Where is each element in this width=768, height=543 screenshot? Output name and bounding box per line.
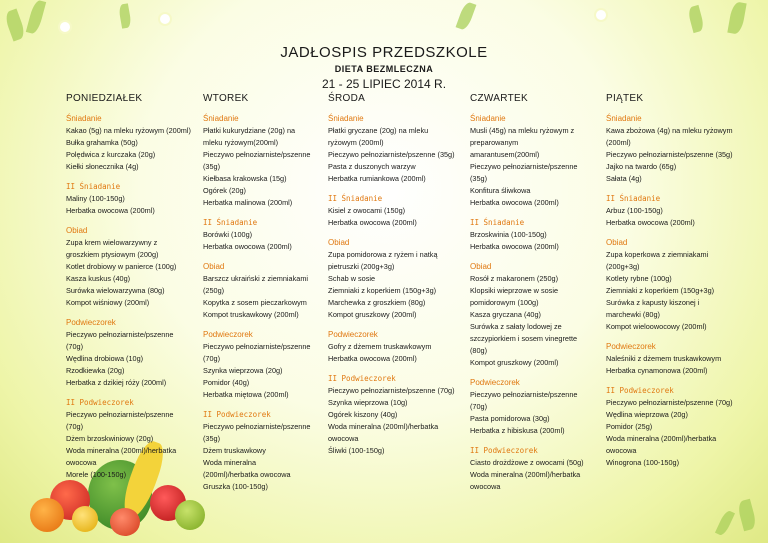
meal-item: Borówki (100g) xyxy=(203,230,253,239)
meal-item: (35g) xyxy=(203,162,221,171)
meal-item: Śliwki (100-150g) xyxy=(328,446,385,455)
meal-item: (200g+3g) xyxy=(606,262,640,271)
meal-item: Klopsiki wieprzowe w sosie xyxy=(470,286,559,295)
meal-item: Surówka wielowarzywna (80g) xyxy=(66,286,165,295)
meal-item: Pieczywo pełnoziarniste/pszenne xyxy=(470,390,578,399)
meal-item: amarantusem(200ml) xyxy=(470,150,540,159)
meal-item: ryżowym (200ml) xyxy=(328,138,384,147)
meal-heading: Podwieczorek xyxy=(66,318,116,327)
meal-item: Bułka grahamka (50g) xyxy=(66,138,138,147)
meal-item: Woda mineralna xyxy=(203,458,256,467)
meal-item: Woda mineralna (200ml)/herbatka xyxy=(470,470,581,479)
meal-item: Gofry z dżemem truskawkowym xyxy=(328,342,432,351)
menu-column-monday xyxy=(66,113,201,481)
meal-item: Barszcz ukraiński z ziemniakami xyxy=(203,274,309,283)
meal-item: Surówka z kapusty kiszonej i xyxy=(606,298,700,307)
menu-column-friday xyxy=(606,113,756,469)
meal-item: Brzoskwinia (100-150g) xyxy=(470,230,547,239)
meal-item: Arbuz (100-150g) xyxy=(606,206,663,215)
meal-item: (70g) xyxy=(470,402,488,411)
meal-item: Pieczywo pełnoziarniste/pszenne (70g) xyxy=(606,398,733,407)
meal-item: Kompot wiśniowy (200ml) xyxy=(66,298,150,307)
meal-item: Pieczywo pełnoziarniste/pszenne xyxy=(66,330,174,339)
meal-item: Kompot wieloowocowy (200ml) xyxy=(606,322,707,331)
meal-item: Pieczywo pełnoziarniste/pszenne xyxy=(203,342,311,351)
meal-item: Pomidor (40g) xyxy=(203,378,250,387)
meal-item: Herbatka malinowa (200ml) xyxy=(203,198,293,207)
meal-item: Maliny (100-150g) xyxy=(66,194,125,203)
meal-item: Sałata (4g) xyxy=(606,174,642,183)
date-range: 21 - 25 LIPIEC 2014 R. xyxy=(321,77,447,91)
meal-heading: Obiad xyxy=(328,238,350,247)
meal-item: Pasta pomidorowa (30g) xyxy=(470,414,550,423)
meal-heading: II Śniadanie xyxy=(470,218,525,227)
meal-item: Płatki kukurydziane (20g) na xyxy=(203,126,296,135)
meal-item: Kotlety rybne (100g) xyxy=(606,274,672,283)
meal-heading: II Śniadanie xyxy=(203,218,258,227)
menu-column-wednesday xyxy=(328,113,468,457)
meal-item: Kompot gruszkowy (200ml) xyxy=(470,358,559,367)
meal-item: owocowa xyxy=(66,458,97,467)
meal-item: Ogórek kiszony (40g) xyxy=(328,410,398,419)
meal-item: Herbatka owocowa (200ml) xyxy=(606,218,695,227)
meal-item: Pieczywo pełnoziarniste/pszenne (35g) xyxy=(606,150,733,159)
meal-heading: Śniadanie xyxy=(66,114,102,123)
meal-heading: Śniadanie xyxy=(328,114,364,123)
meal-heading: Obiad xyxy=(470,262,492,271)
meal-item: Musli (45g) na mleku ryżowym z xyxy=(470,126,575,135)
meal-item: Pieczywo pełnoziarniste/pszenne xyxy=(203,422,311,431)
meal-heading: II Śniadanie xyxy=(328,194,383,203)
meal-heading: Podwieczorek xyxy=(606,342,656,351)
meal-item: Winogrona (100-150g) xyxy=(606,458,680,467)
meal-item: Herbatka z dzikiej róży (200ml) xyxy=(66,378,167,387)
meal-item: Herbatka owocowa (200ml) xyxy=(328,218,417,227)
meal-item: Herbatka owocowa (200ml) xyxy=(66,206,155,215)
meal-heading: II Podwieczorek xyxy=(606,386,674,395)
meal-item: (200ml) xyxy=(606,138,631,147)
meal-item: szczypiorkiem i sosem vinegrette xyxy=(470,334,578,343)
meal-item: (200ml)/herbatka owocowa xyxy=(203,470,291,479)
meal-item: Ziemniaki z koperkiem (150g+3g) xyxy=(606,286,715,295)
meal-item: Kopytka z sosem pieczarkowym xyxy=(203,298,307,307)
meal-heading: Obiad xyxy=(203,262,225,271)
meal-item: Polędwica z kurczaka (20g) xyxy=(66,150,156,159)
meal-item: Naleśniki z dżemem truskawkowym xyxy=(606,354,722,363)
meal-item: Kiełbasa krakowska (15g) xyxy=(203,174,287,183)
meal-item: Płatki gryczane (20g) na mleku xyxy=(328,126,429,135)
meal-item: Surówka z sałaty lodowej ze xyxy=(470,322,562,331)
meal-item: Woda mineralna (200ml)/herbatka xyxy=(606,434,717,443)
meal-item: Rzodkiewka (20g) xyxy=(66,366,125,375)
diet-subtitle: DIETA BEZMLECZNA xyxy=(334,64,434,74)
meal-item: Dżem brzoskwiniowy (20g) xyxy=(66,434,154,443)
meal-item: (35g) xyxy=(470,174,488,183)
meal-item: Kompot gruszkowy (200ml) xyxy=(328,310,417,319)
meal-item: preparowanym xyxy=(470,138,519,147)
meal-heading: Podwieczorek xyxy=(328,330,378,339)
meal-item: groszkiem ptysiowym (200g) xyxy=(66,250,159,259)
meal-heading: Podwieczorek xyxy=(470,378,520,387)
meal-item: Herbatka owocowa (200ml) xyxy=(203,242,292,251)
meal-item: Schab w sosie xyxy=(328,274,376,283)
meal-item: Pieczywo pełnoziarniste/pszenne xyxy=(203,150,311,159)
meal-item: Woda mineralna (200ml)/herbatka xyxy=(328,422,439,431)
meal-item: Herbatka owocowa (200ml) xyxy=(470,198,559,207)
meal-item: Zupa pomidorowa z ryżem i natką xyxy=(328,250,438,259)
meal-item: Zupa koperkowa z ziemniakami xyxy=(606,250,709,259)
meal-item: (35g) xyxy=(203,434,221,443)
meal-item: Pieczywo pełnoziarniste/pszenne xyxy=(66,410,174,419)
meal-heading: Obiad xyxy=(66,226,88,235)
meal-item: owocowa xyxy=(606,446,637,455)
menu-column-tuesday xyxy=(203,113,326,493)
meal-heading: Obiad xyxy=(606,238,628,247)
meal-item: Herbatka miętowa (200ml) xyxy=(203,390,289,399)
meal-item: (250g) xyxy=(203,286,225,295)
meal-item: (70g) xyxy=(203,354,221,363)
meal-heading: II Śniadanie xyxy=(66,182,121,191)
meal-heading: II Podwieczorek xyxy=(203,410,271,419)
meal-item: (70g) xyxy=(66,342,84,351)
day-heading-tuesday: WTOREK xyxy=(203,93,249,104)
meal-item: Pieczywo pełnoziarniste/pszenne (35g) xyxy=(328,150,455,159)
meal-item: owocowa xyxy=(470,482,501,491)
meal-item: Szynka wieprzowa (20g) xyxy=(203,366,283,375)
meal-item: Herbatka owocowa (200ml) xyxy=(470,242,559,251)
meal-item: Woda mineralna (200ml)/herbatka xyxy=(66,446,177,455)
meal-item: Rosół z makaronem (250g) xyxy=(470,274,559,283)
meal-item: Morele (100-150g) xyxy=(66,470,127,479)
meal-heading: Podwieczorek xyxy=(203,330,253,339)
meal-item: Kawa zbożowa (4g) na mleku ryżowym xyxy=(606,126,733,135)
meal-item: pietruszki (200g+3g) xyxy=(328,262,395,271)
meal-item: Pieczywo pełnoziarniste/pszenne xyxy=(470,162,578,171)
meal-item: Herbatka z hibiskusa (200ml) xyxy=(470,426,565,435)
meal-item: Konfitura śliwkowa xyxy=(470,186,531,195)
meal-item: Marchewka z groszkiem (80g) xyxy=(328,298,426,307)
meal-heading: II Śniadanie xyxy=(606,194,661,203)
meal-item: Szynka wieprzowa (10g) xyxy=(328,398,408,407)
meal-heading: Śniadanie xyxy=(203,114,239,123)
meal-item: Kotlet drobiowy w panierce (100g) xyxy=(66,262,177,271)
meal-item: Wędlina wieprzowa (20g) xyxy=(606,410,688,419)
meal-item: Herbatka owocowa (200ml) xyxy=(328,354,417,363)
meal-item: Jajko na twardo (65g) xyxy=(606,162,677,171)
meal-item: Kisiel z owocami (150g) xyxy=(328,206,406,215)
meal-item: Ciasto drożdżowe z owocami (50g) xyxy=(470,458,584,467)
meal-heading: Śniadanie xyxy=(606,114,642,123)
menu-column-thursday xyxy=(470,113,604,493)
meal-item: Kasza kuskus (40g) xyxy=(66,274,131,283)
meal-item: Pieczywo pełnoziarniste/pszenne (70g) xyxy=(328,386,455,395)
meal-item: Ziemniaki z koperkiem (150g+3g) xyxy=(328,286,437,295)
meal-item: Gruszka (100-150g) xyxy=(203,482,268,491)
meal-item: mleku ryżowym(200ml) xyxy=(203,138,279,147)
meal-item: (70g) xyxy=(66,422,84,431)
meal-item: owocowa xyxy=(328,434,359,443)
meal-heading: II Podwieczorek xyxy=(66,398,134,407)
meal-item: Wędlina drobiowa (10g) xyxy=(66,354,144,363)
page-title: JADŁOSPIS PRZEDSZKOLE xyxy=(280,44,488,61)
day-heading-friday: PIĄTEK xyxy=(606,93,644,104)
meal-item: marchewki (80g) xyxy=(606,310,660,319)
day-heading-wednesday: ŚRODA xyxy=(328,93,366,104)
meal-item: Zupa krem wielowarzywny z xyxy=(66,238,158,247)
meal-item: Pasta z duszonych warzyw xyxy=(328,162,416,171)
meal-item: Pomidor (25g) xyxy=(606,422,653,431)
meal-item: (80g) xyxy=(470,346,488,355)
meal-item: Kompot truskawkowy (200ml) xyxy=(203,310,299,319)
meal-item: Herbatka rumiankowa (200ml) xyxy=(328,174,426,183)
meal-item: Herbatka cynamonowa (200ml) xyxy=(606,366,708,375)
meal-item: Ogórek (20g) xyxy=(203,186,246,195)
meal-item: Kakao (5g) na mleku ryżowym (200ml) xyxy=(66,126,191,135)
meal-item: Dżem truskawkowy xyxy=(203,446,266,455)
meal-heading: II Podwieczorek xyxy=(328,374,396,383)
meal-heading: II Podwieczorek xyxy=(470,446,538,455)
meal-item: Kasza gryczana (40g) xyxy=(470,310,541,319)
day-heading-monday: PONIEDZIAŁEK xyxy=(66,93,143,104)
day-heading-thursday: CZWARTEK xyxy=(470,93,528,104)
meal-item: pomidorowym (100g) xyxy=(470,298,539,307)
meal-item: Kiełki słonecznika (4g) xyxy=(66,162,139,171)
meal-heading: Śniadanie xyxy=(470,114,506,123)
